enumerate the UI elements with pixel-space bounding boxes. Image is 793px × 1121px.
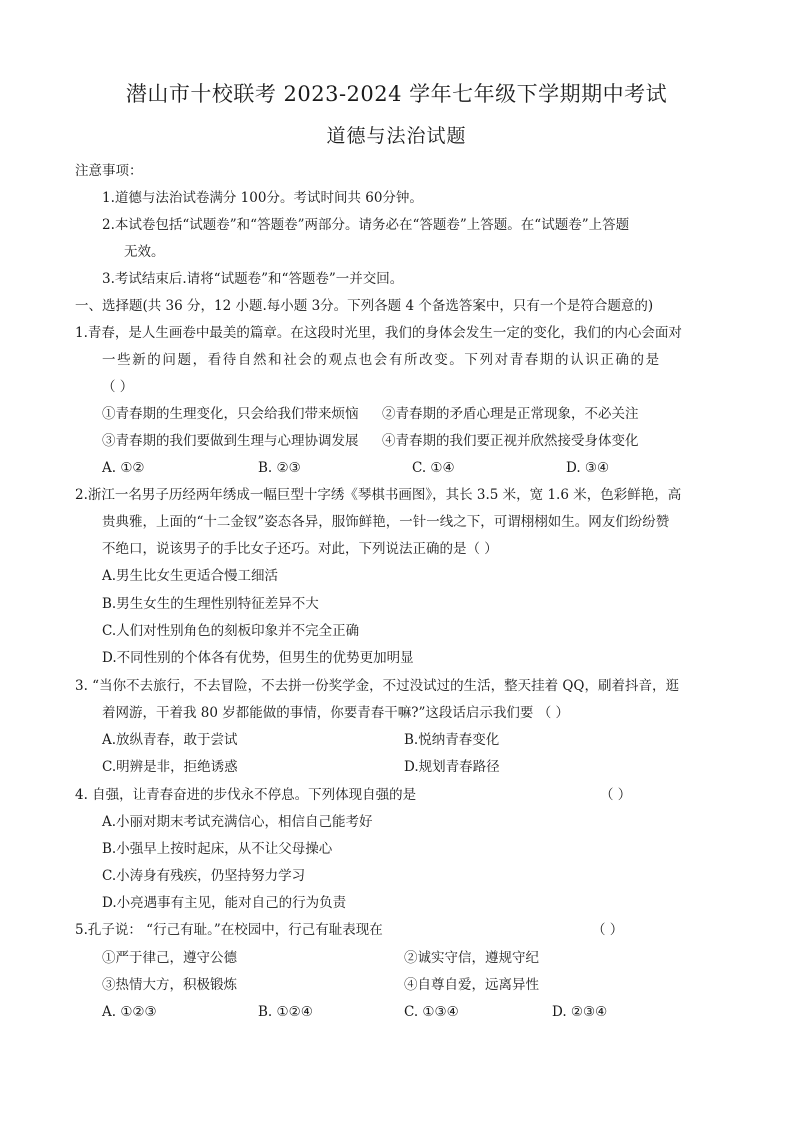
option-c: C.人们对性别角色的刻板印象并不完全正确 — [102, 623, 360, 639]
notice-heading: 注意事项： — [75, 163, 143, 179]
question-stem: 3. “当你不去旅行，不去冒险，不去拼一份奖学金，不过没试过的生活，整天挂着 QQ，刷着抖音，逛 — [75, 678, 679, 694]
exam-title: 潜山市十校联考 2023-2024 学年七年级下学期期中考试 — [125, 82, 668, 106]
notice-item: 1.道德与法治试卷满分 100分。考试时间共 60分钟。 — [102, 190, 423, 206]
answer-paren: （ ） — [600, 787, 632, 803]
question-stem: 一些新的问题，看待自然和社会的观点也会有所改变。下列对青春期的认识正确的是 — [102, 352, 661, 368]
notice-item: 2.本试卷包括“试题卷”和“答题卷”两部分。请务必在“答题卷”上答题。在“试题卷”上答题 — [102, 217, 630, 233]
question-stem: 1.青春，是人生画卷中最美的篇章。在这段时光里，我们的身体会发生一定的变化，我们的内心会面对 — [75, 325, 682, 341]
option-c: C.明辨是非，拒绝诱惑 — [102, 759, 238, 775]
section-heading: 一、选择题(共 36 分，12 小题.每小题 3分。下列各题 4 个备选答案中，只有一个是符合题意的) — [75, 298, 654, 314]
notice-item: 3.考试结束后.请将“试题卷”和“答题卷”一并交回。 — [102, 271, 404, 287]
statement: ②诚实守信，遵规守纪 — [404, 950, 539, 966]
question-stem: 着网游，干着我 80 岁都能做的事情，你要青春干嘛?”这段话启示我们要 （ ） — [102, 705, 569, 721]
statement: ④青春期的我们要正视并欣然接受身体变化 — [382, 433, 639, 449]
statement: ②青春期的矛盾心理是正常现象，不必关注 — [382, 406, 639, 422]
notice-item: 无效。 — [124, 244, 165, 260]
option-b: B.小强早上按时起床，从不让父母操心 — [102, 841, 333, 857]
option-d: D.不同性别的个体各有优势，但男生的优势更加明显 — [102, 650, 414, 666]
option-c: C.小涛身有残疾，仍坚持努力学习 — [102, 868, 306, 884]
option-b: B.悦纳青春变化 — [404, 732, 500, 748]
option-a: A.小丽对期末考试充满信心，相信自己能考好 — [102, 814, 373, 830]
answer-paren: （ ） — [592, 922, 624, 938]
option-c: C. ①③④ — [404, 1004, 459, 1020]
statement: ④自尊自爱，远离异性 — [404, 977, 539, 993]
option-d: D.小亮遇事有主见，能对自己的行为负责 — [102, 895, 347, 911]
option-a: A. ①②③ — [102, 1004, 157, 1020]
exam-subtitle: 道德与法治试题 — [326, 125, 467, 147]
option-b: B.男生女生的生理性别特征差异不大 — [102, 596, 319, 612]
statement: ③青春期的我们要做到生理与心理协调发展 — [102, 433, 359, 449]
option-a: A.放纵青春，敢于尝试 — [102, 732, 238, 748]
question-stem: 不绝口，说该男子的手比女子还巧。对此，下列说法正确的是（ ） — [102, 541, 498, 557]
question-stem: 2.浙江一名男子历经两年绣成一幅巨型十字绣《琴棋书画图》，其长 3.5 米，宽 1.6 米，色彩鲜艳，高 — [75, 487, 682, 503]
option-d: D. ②③④ — [552, 1004, 608, 1020]
option-d: D.规划青春路径 — [404, 759, 500, 775]
statement: ③热情大方，积极锻炼 — [102, 977, 237, 993]
question-stem: 贵典雅，上面的“十二金钗”姿态各异，服饰鲜艳，一针一线之下，可谓栩栩如生。网友们纷纷赞 — [102, 514, 670, 530]
option-d: D. ③④ — [566, 460, 610, 476]
option-b: B. ②③ — [258, 460, 301, 476]
statement: ①青春期的生理变化，只会给我们带来烦恼 — [102, 406, 359, 422]
option-b: B. ①②④ — [258, 1004, 313, 1020]
question-stem: 4. 自强，让青春奋进的步伐永不停息。下列体现自强的是 — [75, 787, 417, 803]
option-a: A.男生比女生更适合慢工细活 — [102, 568, 279, 584]
question-stem: 5.孔子说： “行己有耻。”在校园中，行己有耻表现在 — [75, 922, 383, 938]
option-a: A. ①② — [102, 460, 145, 476]
option-c: C. ①④ — [412, 460, 455, 476]
statement: ①严于律己，遵守公德 — [102, 950, 237, 966]
answer-paren: （ ） — [102, 379, 134, 395]
